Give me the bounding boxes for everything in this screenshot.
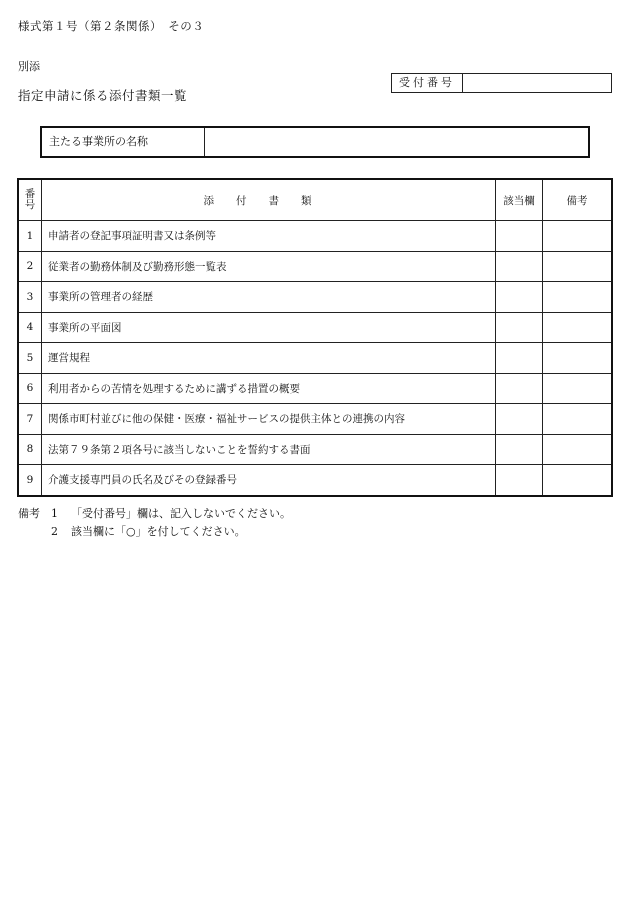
applicable-cell[interactable] (496, 251, 543, 282)
office-name-label: 主たる事業所の名称 (42, 128, 205, 156)
table-row (18, 221, 612, 252)
receipt-number-field[interactable] (463, 74, 611, 92)
row-number: 4 (18, 312, 42, 343)
notes-section (18, 505, 291, 541)
applicable-cell[interactable] (496, 343, 543, 374)
applicable-cell[interactable] (496, 373, 543, 404)
note-text: 「受付番号」欄は、記入しないでください。 (71, 507, 291, 520)
row-number: 3 (18, 282, 42, 313)
page-title: 指定申請に係る添付書類一覧 (18, 88, 188, 103)
applicable-cell[interactable] (496, 282, 543, 313)
column-header-number: 番 号 (18, 179, 42, 221)
document-name: 運営規程 (42, 343, 496, 374)
table-row (18, 251, 612, 282)
note-number: 1 (51, 507, 58, 520)
remarks-cell[interactable] (543, 251, 613, 282)
table-row (18, 434, 612, 465)
receipt-number-box (391, 73, 612, 93)
table-row (18, 465, 612, 496)
office-name-box (40, 126, 590, 158)
remarks-cell[interactable] (543, 221, 613, 252)
column-header-documents: 添付書類 (42, 179, 496, 221)
document-name: 申請者の登記事項証明書又は条例等 (42, 221, 496, 252)
applicable-cell[interactable] (496, 221, 543, 252)
remarks-cell[interactable] (543, 312, 613, 343)
column-header-applicable: 該当欄 (496, 179, 543, 221)
document-name: 法第７９条第２項各号に該当しないことを誓約する書面 (42, 434, 496, 465)
document-name: 利用者からの苦情を処理するために講ずる措置の概要 (42, 373, 496, 404)
remarks-cell[interactable] (543, 434, 613, 465)
table-row (18, 282, 612, 313)
document-name: 介護支援専門員の氏名及びその登録番号 (42, 465, 496, 496)
document-name: 事業所の管理者の経歴 (42, 282, 496, 313)
table-row (18, 343, 612, 374)
documents-table (17, 178, 613, 497)
form-number: 様式第１号（第２条関係） その３ (18, 19, 205, 33)
applicable-cell[interactable] (496, 312, 543, 343)
document-name: 従業者の勤務体制及び勤務形態一覧表 (42, 251, 496, 282)
remarks-cell[interactable] (543, 343, 613, 374)
row-number: 9 (18, 465, 42, 496)
note-item (18, 505, 291, 523)
applicable-cell[interactable] (496, 434, 543, 465)
row-number: 5 (18, 343, 42, 374)
row-number: 1 (18, 221, 42, 252)
remarks-cell[interactable] (543, 465, 613, 496)
office-name-field[interactable] (205, 128, 588, 156)
remarks-cell[interactable] (543, 282, 613, 313)
table-row (18, 373, 612, 404)
notes-heading: 備考 (18, 507, 40, 520)
attachment-label: 別添 (18, 60, 40, 73)
document-name: 関係市町村並びに他の保健・医療・福祉サービスの提供主体との連携の内容 (42, 404, 496, 435)
document-name: 事業所の平面図 (42, 312, 496, 343)
column-header-remarks: 備考 (543, 179, 613, 221)
remarks-cell[interactable] (543, 373, 613, 404)
note-number: 2 (51, 525, 58, 538)
row-number: 8 (18, 434, 42, 465)
table-row (18, 404, 612, 435)
table-header-row (18, 179, 612, 221)
note-text: 該当欄に「○」を付してください。 (71, 525, 246, 538)
table-row (18, 312, 612, 343)
note-item (18, 523, 291, 541)
applicable-cell[interactable] (496, 404, 543, 435)
receipt-number-label: 受付番号 (392, 74, 463, 92)
applicable-cell[interactable] (496, 465, 543, 496)
row-number: 7 (18, 404, 42, 435)
row-number: 6 (18, 373, 42, 404)
remarks-cell[interactable] (543, 404, 613, 435)
row-number: 2 (18, 251, 42, 282)
